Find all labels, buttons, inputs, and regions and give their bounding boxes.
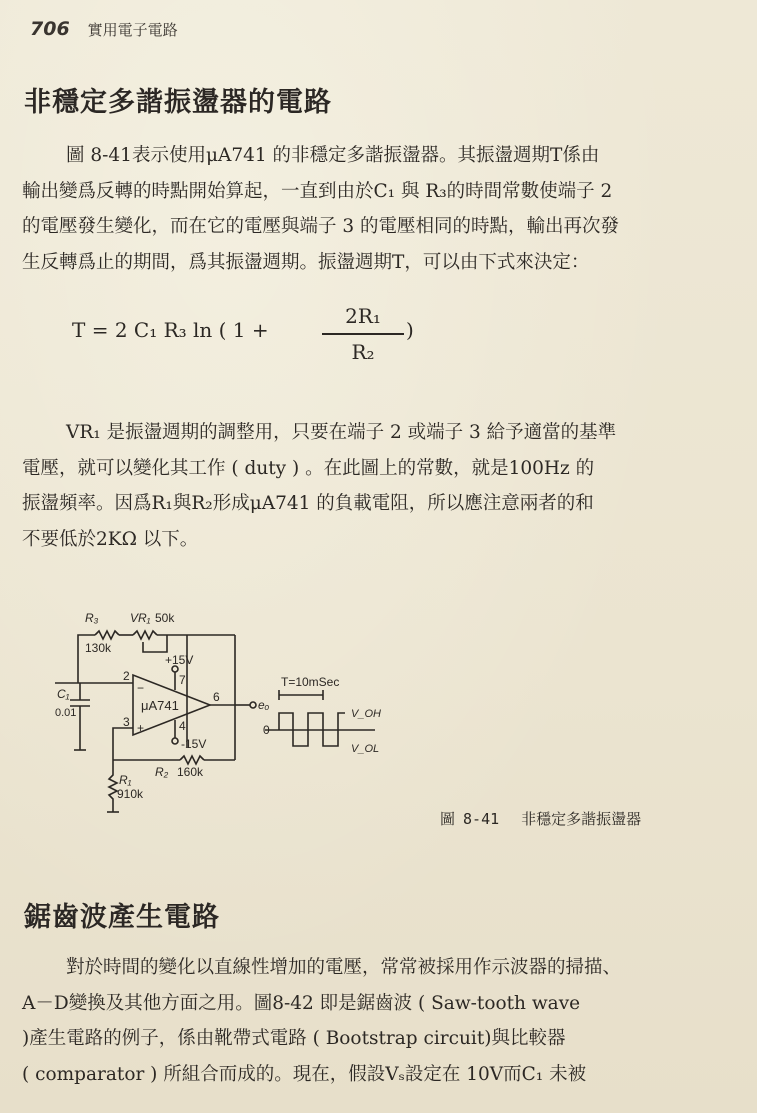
paragraph-astable-intro	[22, 138, 744, 280]
formula-lhs: T = 2 C₁ R₃ ln ( 1 +	[72, 318, 269, 342]
fraction-bar	[322, 333, 404, 335]
formula-denominator: R₂	[351, 340, 375, 364]
paragraph-sawtooth	[22, 950, 744, 1092]
text-line: 不要低於2KΩ 以下。	[22, 528, 199, 550]
formula-numerator: 2R₁	[345, 304, 381, 328]
c1-label: C₁	[57, 687, 70, 701]
text-line: VR₁ 是振盪週期的調整用，只要在端子 2 或端子 3 給予適當的基準	[66, 422, 617, 443]
r2-label: R₂	[155, 765, 169, 779]
caption-prefix: 圖	[440, 810, 456, 828]
formula-close-paren: )	[406, 318, 414, 342]
caption-number: 8-41	[463, 810, 500, 828]
text-line: 電壓，就可以變化其工作 ( duty ) 。在此圖上的常數，就是100Hz 的	[22, 457, 595, 479]
minus-supply-label: -15V	[181, 737, 207, 751]
r3-resistor	[95, 631, 119, 639]
pin7-label: 7	[179, 673, 186, 687]
output-label: eₒ	[258, 698, 270, 712]
caption-text: 非穩定多諧振盪器	[521, 810, 642, 828]
pin6-label: 6	[213, 690, 220, 704]
page-header	[30, 18, 178, 40]
text-line: 的電壓發生變化，而在它的電壓與端子 3 的電壓相同的時點，輸出再次發	[22, 216, 620, 237]
text-line: 圖 8-41表示使用μA741 的非穩定多諧振盪器。其振盪週期T係由	[66, 145, 600, 166]
c1-value: 0.01	[55, 707, 77, 719]
pin3-label: 3	[123, 715, 130, 729]
voh-label: V_OH	[351, 708, 381, 720]
vr1-value: 50k	[155, 611, 175, 625]
inverting-input-sign: −	[137, 681, 145, 695]
period-label: T=10mSec	[281, 675, 340, 689]
text-line: ( comparator ) 所組合而成的。現在，假設Vₛ設定在 10V而C₁ 未被	[22, 1063, 587, 1085]
section-heading-astable: 非穩定多諧振盪器的電路	[24, 87, 332, 118]
text-line: 振盪頻率。因爲R₁與R₂形成μA741 的負載電阻，所以應注意兩者的和	[22, 493, 594, 514]
r2-resistor	[180, 756, 204, 764]
vr1-potentiometer	[133, 631, 157, 639]
paragraph-vr1	[22, 415, 744, 557]
zero-label: 0	[263, 723, 270, 737]
text-line: 輸出變爲反轉的時點開始算起，一直到由於C₁ 與 R₃的時間常數使端子 2	[22, 180, 613, 202]
text-line: 生反轉爲止的期間，爲其振盪週期。振盪週期T，可以由下式來決定：	[22, 251, 590, 273]
text-line: )產生電路的例子，係由靴帶式電路 ( Bootstrap circuit)與比較器	[22, 1028, 566, 1049]
pin2-label: 2	[123, 669, 130, 683]
text-line: A－D變換及其他方面之用。圖8-42 即是鋸齒波 ( Saw-tooth wave	[22, 992, 581, 1014]
figure-caption	[440, 808, 641, 829]
r2-value: 160k	[177, 765, 204, 779]
r1-label: R₁	[119, 773, 132, 787]
astable-multivibrator-schematic	[55, 600, 385, 830]
figure-8-41-circuit	[55, 600, 385, 830]
text-line: 對於時間的變化以直線性增加的電壓，常常被採用作示波器的掃描、	[66, 957, 622, 978]
r1-resistor	[109, 760, 117, 812]
pin4-label: 4	[179, 719, 186, 733]
formula-fraction	[322, 302, 404, 366]
plus-supply-label: +15V	[165, 653, 194, 667]
vr1-label: VR₁	[130, 611, 151, 625]
r3-value: 130k	[85, 641, 112, 655]
noninverting-input-sign: +	[137, 721, 145, 735]
opamp-label: μA741	[141, 698, 179, 713]
r3-label: R₃	[85, 611, 99, 625]
vol-label: V_OL	[351, 743, 380, 755]
section-heading-sawtooth: 鋸齒波產生電路	[24, 902, 220, 933]
r1-value: 910k	[117, 787, 144, 801]
page-number: 706	[30, 18, 70, 40]
running-title: 實用電子電路	[87, 21, 178, 39]
